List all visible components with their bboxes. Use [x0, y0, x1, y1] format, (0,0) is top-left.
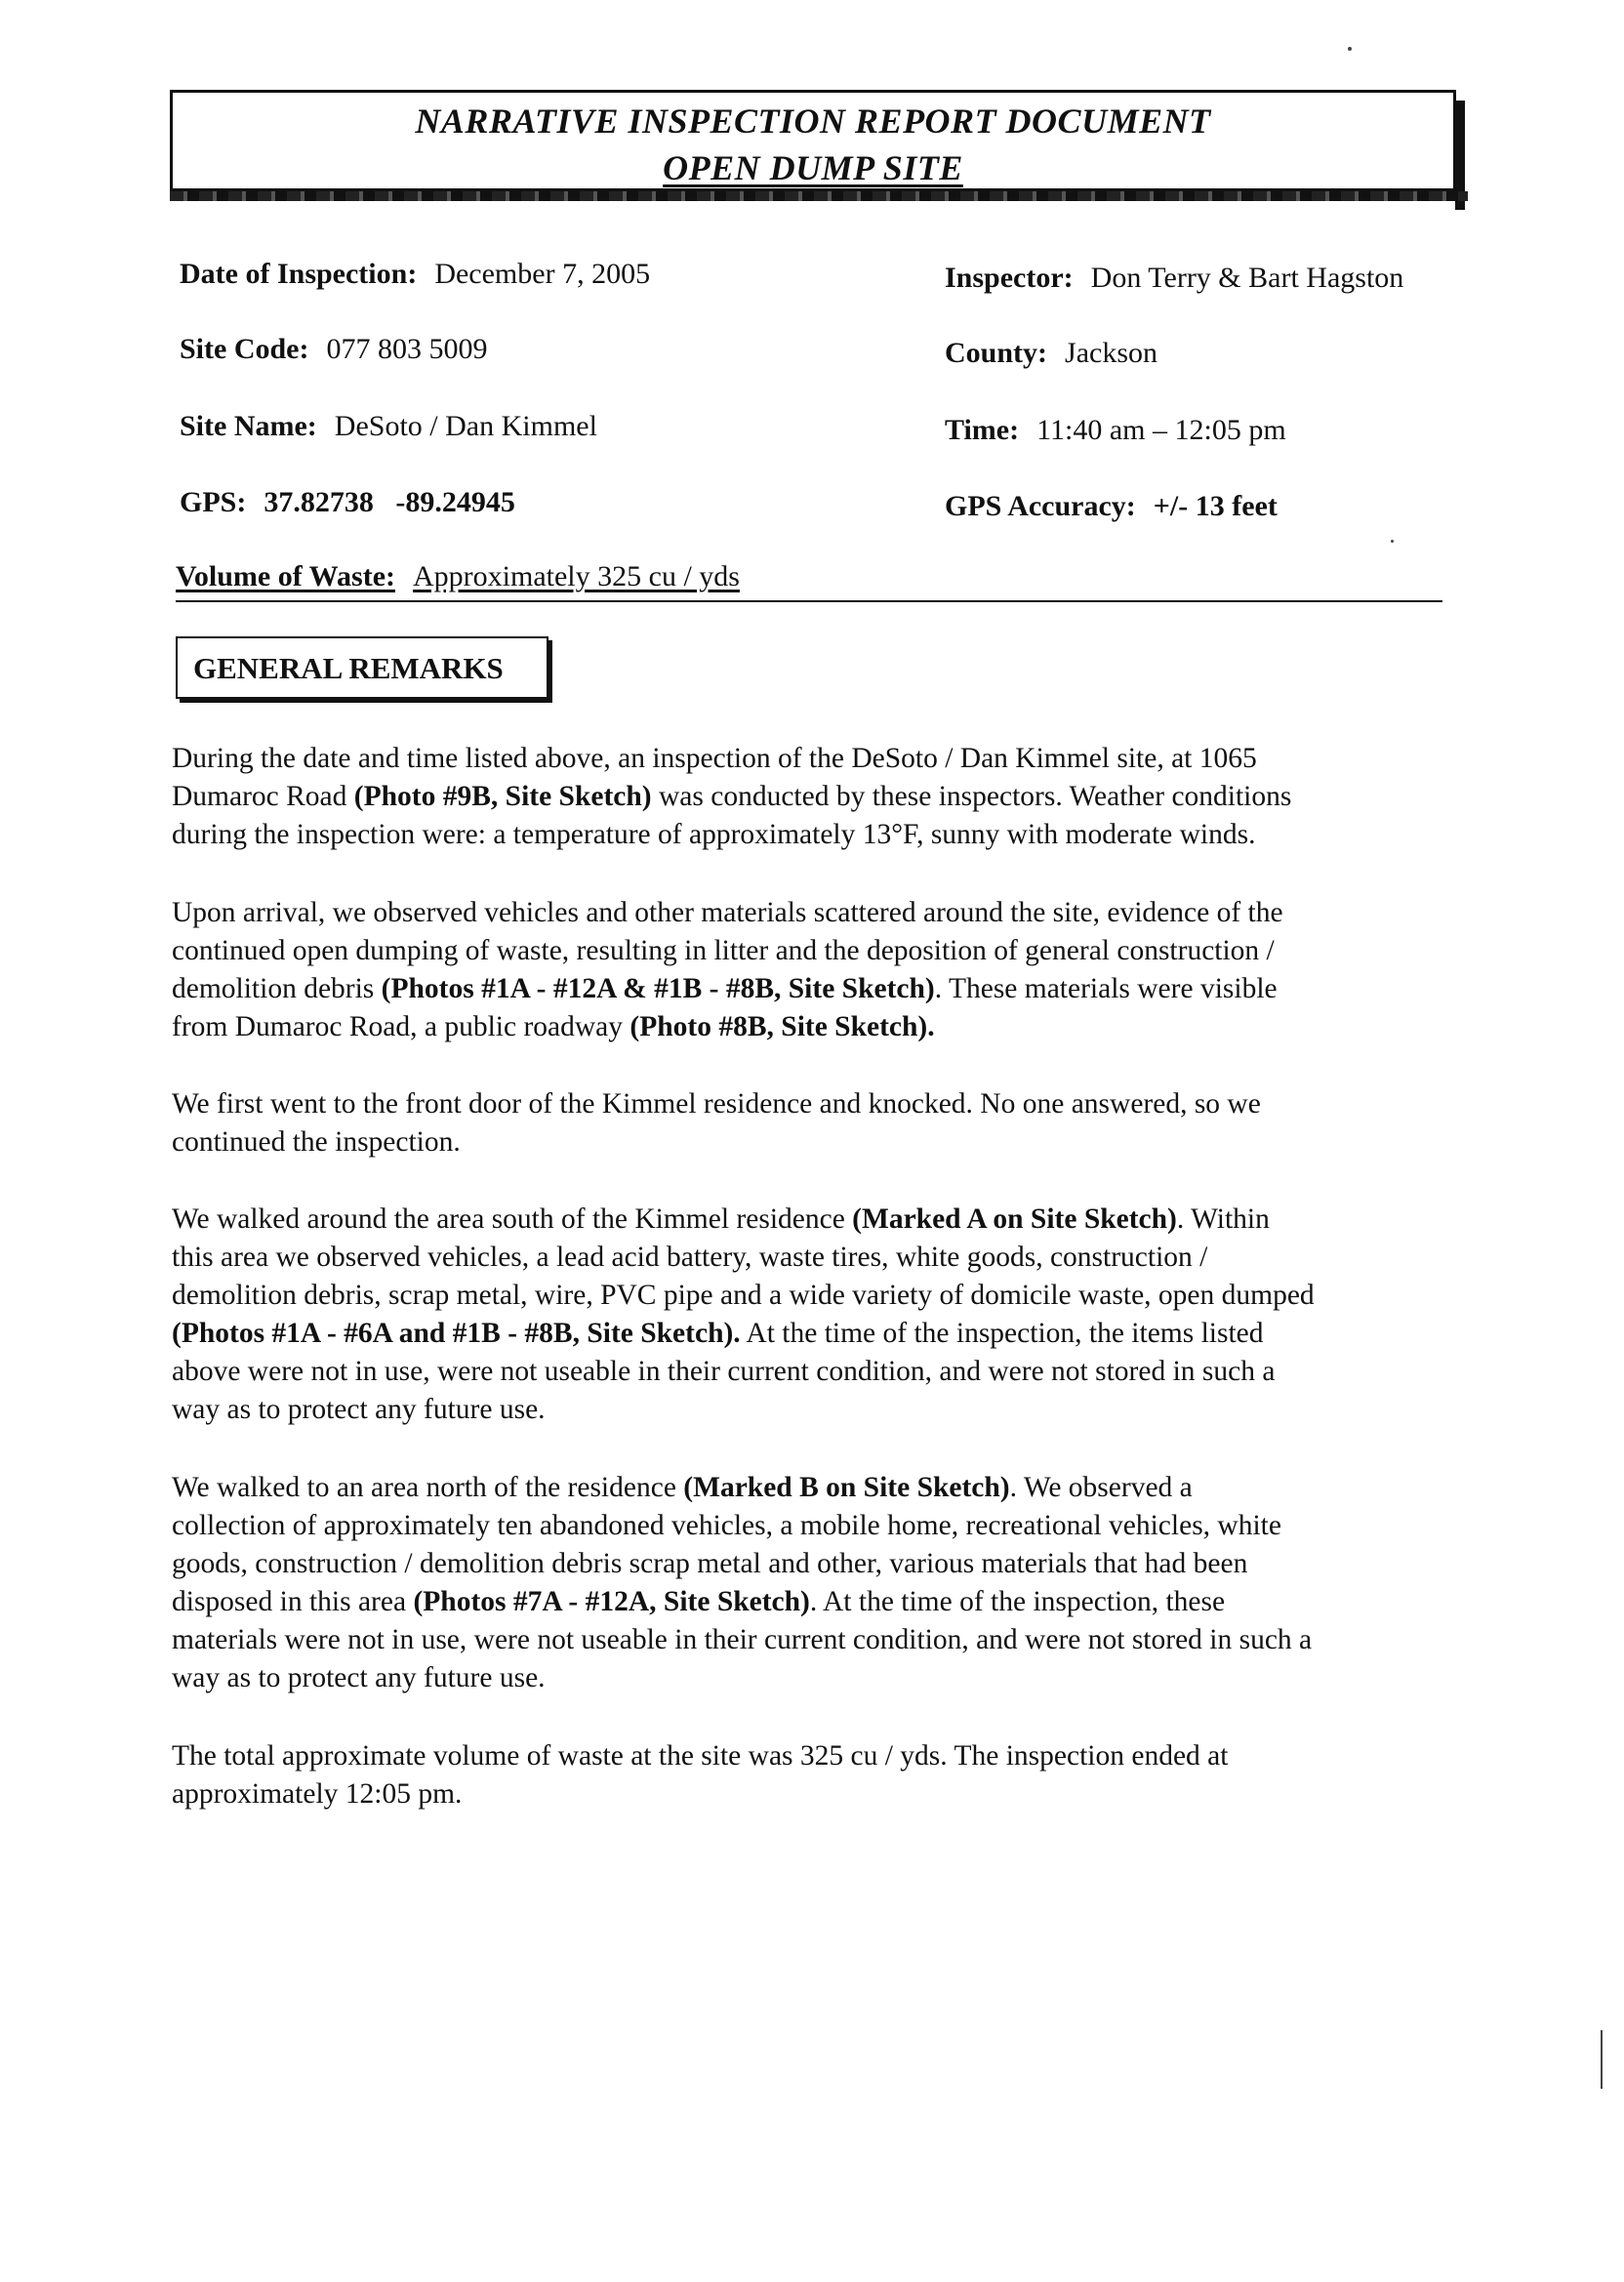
gps-label: GPS:: [180, 486, 247, 518]
paragraph-3: [172, 1085, 1450, 1161]
time: [945, 414, 1286, 447]
site-name-value: DeSoto / Dan Kimmel: [334, 410, 597, 442]
paragraph-2: [172, 894, 1450, 1046]
paragraph-5: [172, 1469, 1450, 1697]
volume-label: Volume of Waste:: [176, 560, 395, 592]
county: [945, 337, 1157, 370]
gps-accuracy-label: GPS Accuracy:: [945, 490, 1136, 522]
date-value: December 7, 2005: [434, 258, 651, 290]
gps-accuracy: [945, 490, 1278, 523]
p4-line-5: above were not in use, were not useable in their current condition, and were not stored in such a: [172, 1356, 1276, 1387]
p5-line-5: materials were not in use, were not useable in their current condition, and were not stored in such a: [172, 1624, 1313, 1655]
scan-speck: [1348, 47, 1352, 51]
inspector-label: Inspector:: [945, 262, 1074, 294]
p2-line-1: Upon arrival, we observed vehicles and other materials scattered around the site, evidence of the: [172, 897, 1283, 928]
p1-line-3: during the inspection were: a temperature of approximately 13°F, sunny with moderate winds.: [172, 819, 1256, 850]
p5-line-6: way as to protect any future use.: [172, 1662, 546, 1693]
title-box-shadow: [170, 191, 1468, 201]
p5-line-4: disposed in this area (Photos #7A - #12A, Site Sketch). At the time of the inspection, these: [172, 1586, 1226, 1617]
photo-reference: (Photos #7A - #12A, Site Sketch): [413, 1586, 810, 1617]
p5-line-2: collection of approximately ten abandoned vehicles, a mobile home, recreational vehicles, white: [172, 1510, 1281, 1541]
title-box: [170, 90, 1456, 191]
paragraph-1: [172, 740, 1450, 854]
volume-divider: [176, 600, 1442, 602]
p2-line-3: demolition debris (Photos #1A - #12A & #1B - #8B, Site Sketch). These materials were visible: [172, 973, 1278, 1004]
time-label: Time:: [945, 414, 1020, 446]
site-code: [180, 333, 487, 366]
p3-line-1: We first went to the front door of the Kimmel residence and knocked. No one answered, so we: [172, 1088, 1261, 1120]
report-subtitle: OPEN DUMP SITE: [663, 148, 963, 187]
gps-value: 37.82738 -89.24945: [264, 486, 515, 518]
inspector: [945, 262, 1403, 295]
photo-reference: (Photos #1A - #12A & #1B - #8B, Site Sketch): [381, 973, 935, 1004]
paragraph-4: [172, 1201, 1450, 1429]
date-of-inspection: [180, 258, 650, 291]
photo-reference: (Photos #1A - #6A and #1B - #8B, Site Sketch).: [172, 1318, 741, 1349]
p4-line-2: this area we observed vehicles, a lead acid battery, waste tires, white goods, construction /: [172, 1242, 1208, 1273]
p2-line-4: from Dumaroc Road, a public roadway (Photo #8B, Site Sketch).: [172, 1011, 935, 1042]
p2-line-2: continued open dumping of waste, resulting in litter and the deposition of general construction /: [172, 935, 1275, 966]
p4-line-1: We walked around the area south of the Kimmel residence (Marked A on Site Sketch). Within: [172, 1203, 1270, 1235]
date-label: Date of Inspection:: [180, 258, 418, 290]
p4-line-4: (Photos #1A - #6A and #1B - #8B, Site Sketch). At the time of the inspection, the items listed: [172, 1318, 1264, 1349]
report-title: NARRATIVE INSPECTION REPORT DOCUMENT: [415, 102, 1211, 141]
county-label: County:: [945, 337, 1048, 369]
p3-line-2: continued the inspection.: [172, 1126, 461, 1158]
p5-line-1: We walked to an area north of the residence (Marked B on Site Sketch). We observed a: [172, 1472, 1193, 1503]
photo-reference: (Photo #9B, Site Sketch): [353, 781, 652, 812]
p1-line-1: During the date and time listed above, an inspection of the DeSoto / Dan Kimmel site, at 1065: [172, 743, 1257, 774]
inspector-value: Don Terry & Bart Hagston: [1090, 262, 1404, 294]
site-name-label: Site Name:: [180, 410, 317, 442]
general-remarks-label: GENERAL REMARKS: [193, 651, 504, 685]
sketch-reference: (Marked B on Site Sketch): [683, 1472, 1010, 1503]
p6-line-2: approximately 12:05 pm.: [172, 1778, 463, 1810]
p1-line-2: Dumaroc Road (Photo #9B, Site Sketch) was conducted by these inspectors. Weather conditions: [172, 781, 1292, 812]
p4-line-3: demolition debris, scrap metal, wire, PVC pipe and a wide variety of domicile waste, open dumped: [172, 1280, 1315, 1311]
volume-value: Approximately 325 cu / yds: [413, 560, 740, 592]
p4-line-6: way as to protect any future use.: [172, 1394, 546, 1425]
time-value: 11:40 am – 12:05 pm: [1036, 414, 1286, 446]
sketch-reference: (Marked A on Site Sketch): [852, 1203, 1177, 1235]
county-value: Jackson: [1065, 337, 1157, 369]
site-code-label: Site Code:: [180, 333, 309, 365]
scan-mark: [1601, 2030, 1603, 2089]
gps: [180, 486, 515, 519]
site-name: [180, 410, 597, 443]
p6-line-1: The total approximate volume of waste at the site was 325 cu / yds. The inspection ended at: [172, 1740, 1229, 1772]
p5-line-3: goods, construction / demolition debris scrap metal and other, various materials that had been: [172, 1548, 1248, 1579]
paragraph-6: [172, 1737, 1450, 1813]
gps-accuracy-value: +/- 13 feet: [1153, 490, 1278, 522]
volume-of-waste: [176, 560, 740, 593]
photo-reference: (Photo #8B, Site Sketch).: [629, 1011, 935, 1042]
site-code-value: 077 803 5009: [326, 333, 488, 365]
scan-speck: [1391, 540, 1394, 543]
general-remarks-heading: [176, 636, 548, 699]
